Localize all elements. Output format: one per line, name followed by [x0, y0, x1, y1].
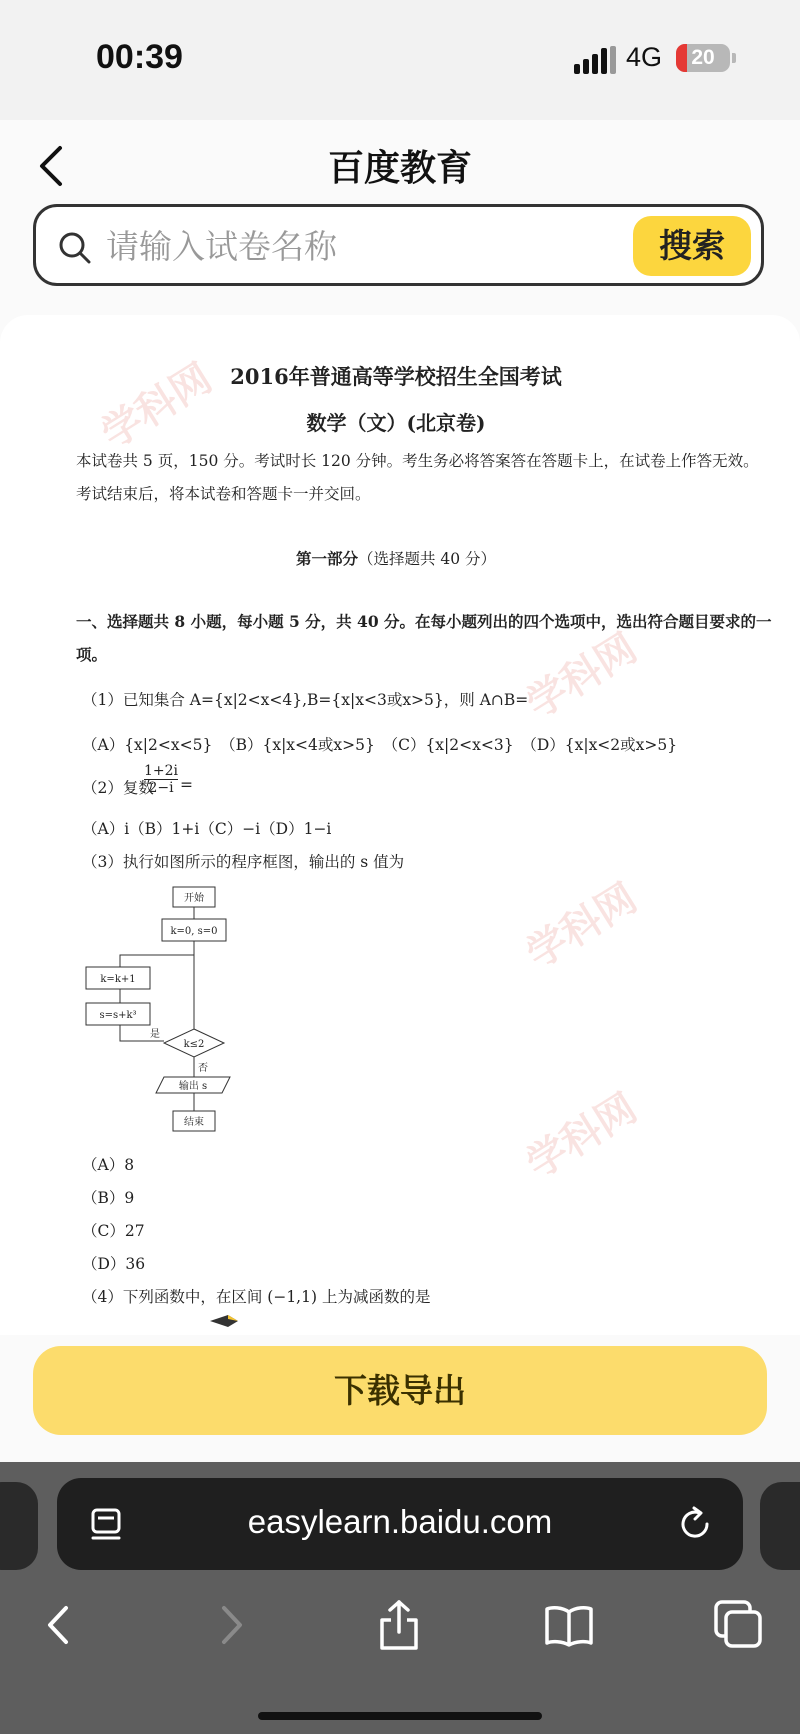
- question-1-options: （A）{x|2<x<5} （B）{x|x<4或x>5} （C）{x|2<x<3} （D）{x|x<2或x>5}: [82, 736, 678, 754]
- fraction-denominator: 2−i: [148, 780, 174, 796]
- forward-icon[interactable]: [206, 1600, 256, 1650]
- flow-output: 输出 s: [178, 1081, 208, 1092]
- section-heading: 一、选择题共 8 小题，每小题 5 分，共 40 分。在每小题列出的四个选项中，选出符合题目要求的一项。: [76, 612, 772, 664]
- clock: 00:39: [96, 38, 183, 76]
- question-2-prefix: （2）复数: [82, 779, 154, 797]
- status-bar: [0, 0, 800, 120]
- part-heading: [76, 547, 716, 569]
- question-2-options: （A）i（B）1+i（C）−i（D）1−i: [82, 820, 332, 838]
- next-tab-preview[interactable]: [760, 1482, 800, 1570]
- flow-init: k=0, s=0: [170, 926, 218, 937]
- bookmarks-icon[interactable]: [544, 1600, 594, 1650]
- document-title: 2016年普通高等学校招生全国考试: [230, 364, 562, 389]
- document-intro: 本试卷共 5 页，150 分。考试时长 120 分钟。考生务必将答案答在答题卡上，在试卷上作答无效。考试结束后，将本试卷和答题卡一并交回。: [76, 452, 759, 503]
- flowchart: [84, 885, 244, 1147]
- flow-end: 结束: [184, 1117, 204, 1128]
- download-export-button[interactable]: 下载导出: [33, 1346, 767, 1435]
- search-input[interactable]: [104, 217, 648, 275]
- fraction: [144, 763, 178, 796]
- part-title: 第一部分: [295, 549, 358, 568]
- flow-yes: 是: [150, 1029, 160, 1040]
- home-indicator[interactable]: [258, 1712, 542, 1720]
- address-bar[interactable]: [57, 1478, 743, 1570]
- battery-level: 20: [691, 46, 715, 69]
- watermark: 学科网: [518, 875, 645, 978]
- battery-tip: [732, 53, 736, 63]
- search-bar: [33, 204, 764, 286]
- document-subtitle: 数学（文）(北京卷): [306, 411, 486, 435]
- flow-accumulate: s=s+k³: [99, 1010, 137, 1021]
- question-2-equals: =: [180, 776, 193, 794]
- question-1: （1）已知集合 A={x|2<x<4},B={x|x<3或x>5}，则 A∩B=: [82, 691, 529, 709]
- question-3: （3）执行如图所示的程序框图，输出的 s 值为: [82, 853, 405, 871]
- flow-no: 否: [198, 1063, 208, 1074]
- network-type: 4G: [626, 42, 663, 72]
- question-4: （4）下列函数中，在区间 (−1,1) 上为减函数的是: [82, 1288, 431, 1306]
- watermark: 学科网: [518, 625, 645, 728]
- question-3-option-d: （D）36: [82, 1255, 146, 1273]
- battery-icon: [676, 44, 730, 72]
- part-note: （选择题共 40 分）: [357, 550, 497, 568]
- share-icon[interactable]: [374, 1600, 424, 1650]
- browser-chrome: [0, 1462, 800, 1734]
- search-icon: [58, 231, 92, 265]
- watermark: 学科网: [93, 355, 220, 458]
- tabs-icon[interactable]: [714, 1600, 764, 1650]
- question-3-option-a: （A）8: [82, 1156, 135, 1174]
- watermark: 学科网: [518, 1085, 645, 1188]
- previous-tab-preview[interactable]: [0, 1482, 38, 1570]
- reload-icon[interactable]: [677, 1506, 713, 1542]
- flow-condition: k≤2: [183, 1039, 205, 1050]
- flow-increment: k=k+1: [100, 974, 136, 985]
- question-3-option-c: （C）27: [82, 1222, 145, 1240]
- exam-paper-preview[interactable]: [0, 315, 800, 1335]
- pen-icon: [210, 1315, 238, 1327]
- signal-icon: [574, 46, 616, 74]
- page-title: 百度教育: [327, 148, 472, 189]
- fraction-numerator: 1+2i: [144, 763, 179, 779]
- flow-start: 开始: [184, 893, 204, 904]
- search-button[interactable]: 搜索: [633, 216, 751, 276]
- url-text[interactable]: easylearn.baidu.com: [247, 1503, 553, 1540]
- question-3-option-b: （B）9: [82, 1189, 135, 1207]
- back-icon[interactable]: [36, 1600, 86, 1650]
